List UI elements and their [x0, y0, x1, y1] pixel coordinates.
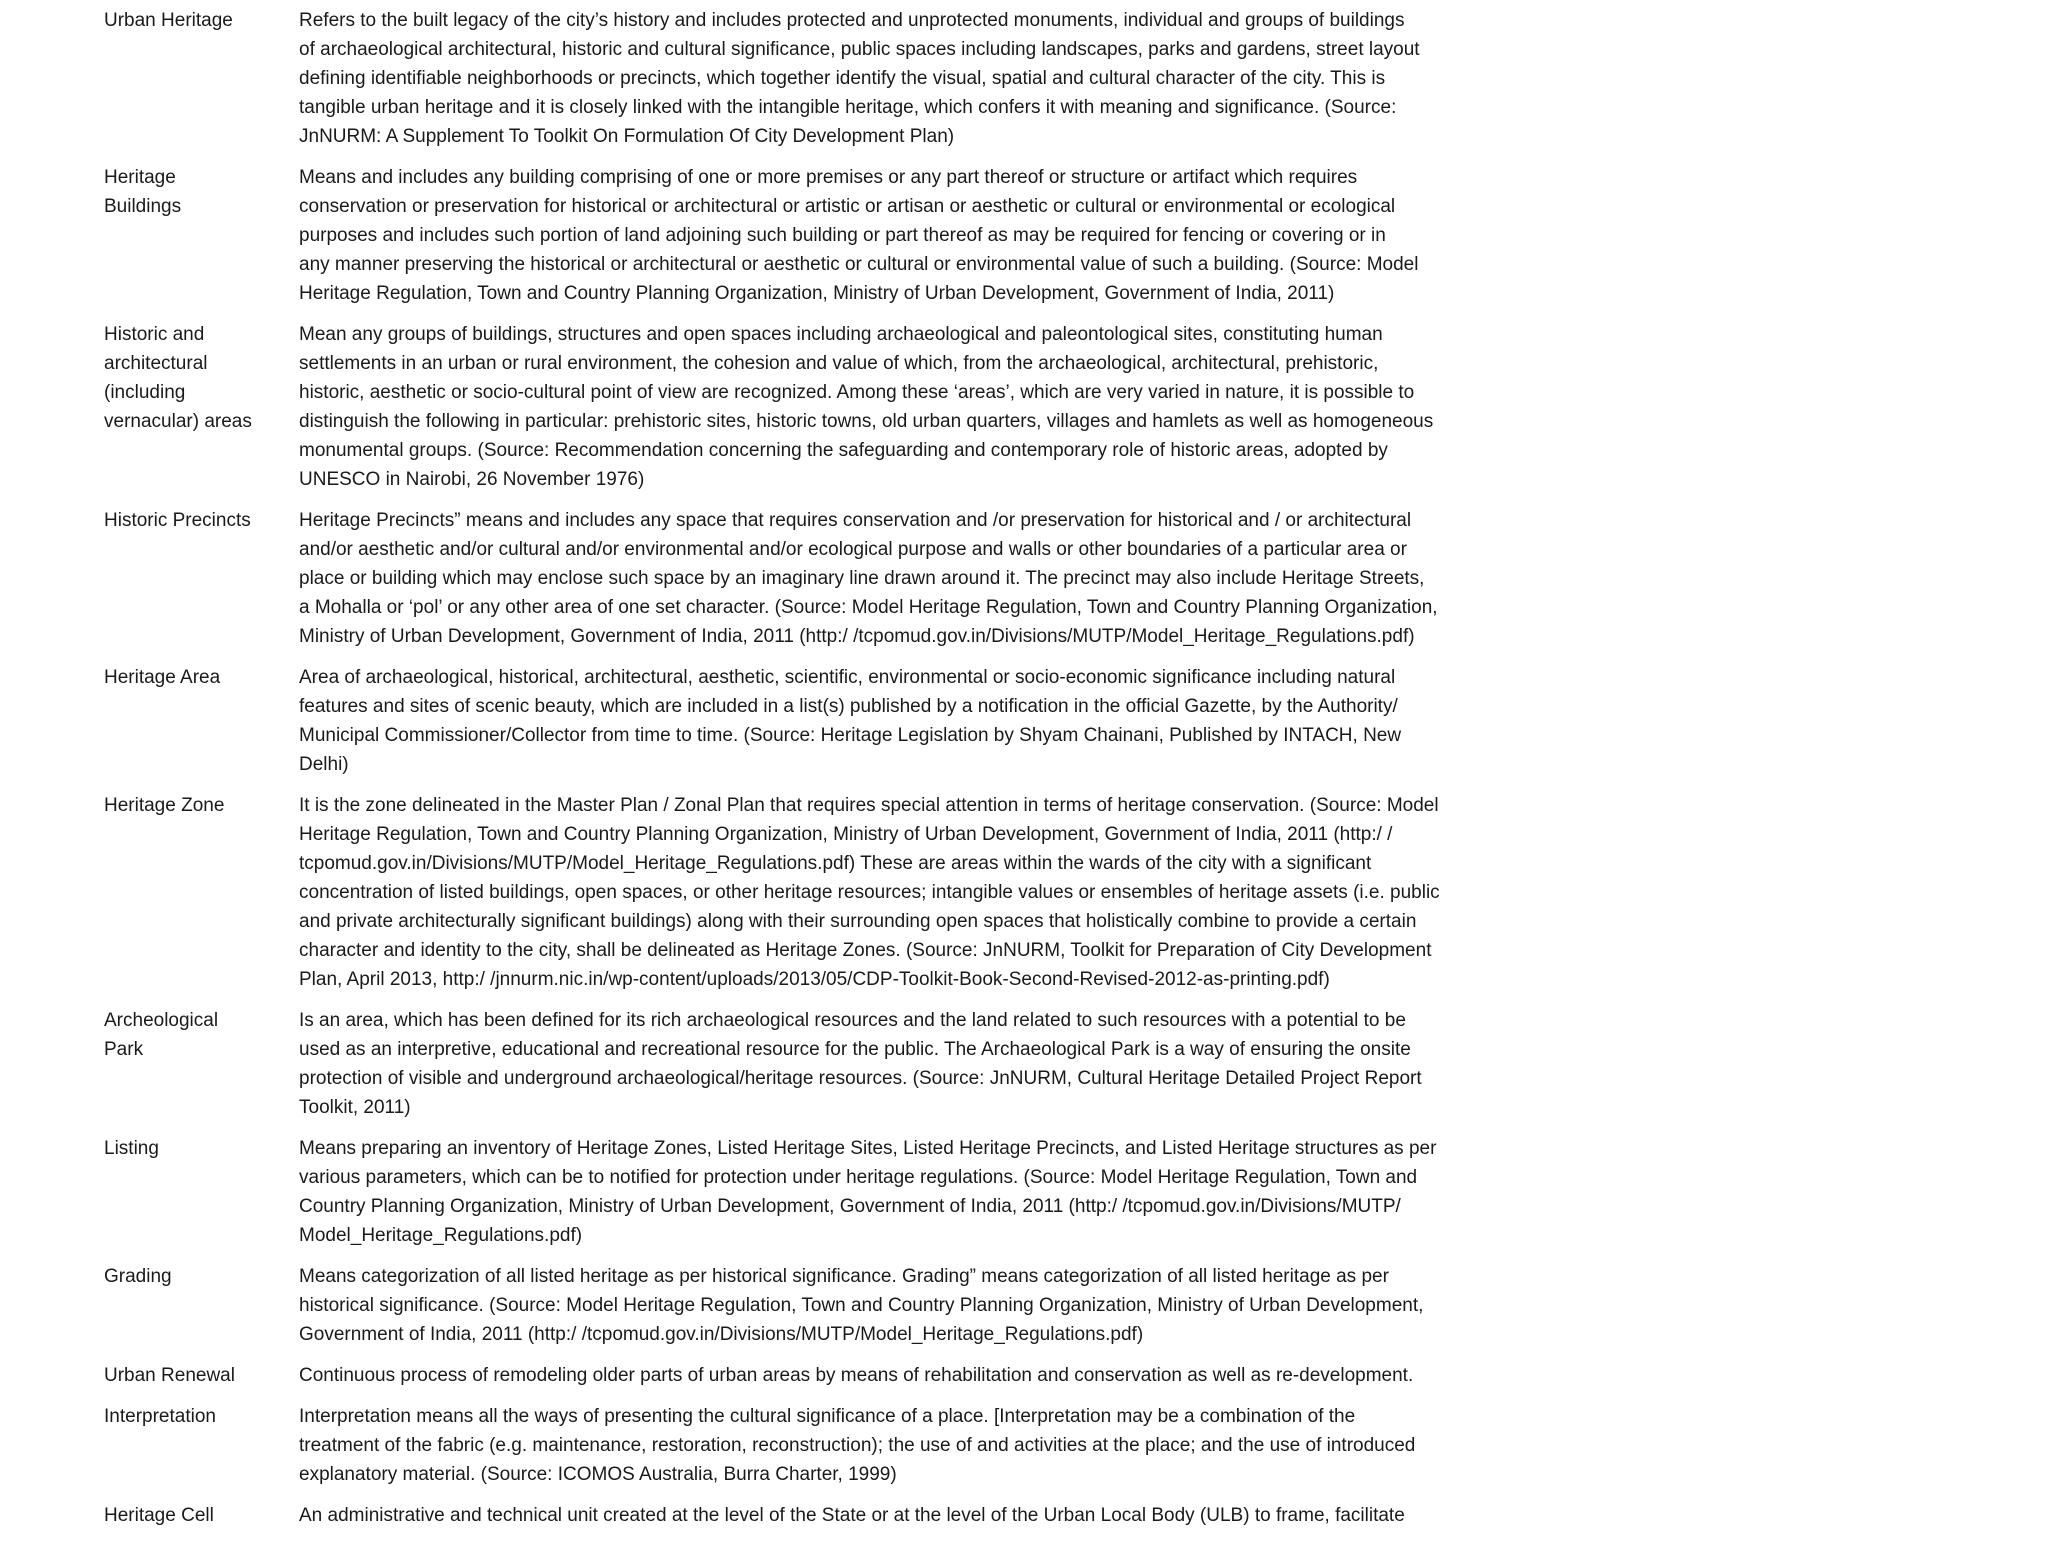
glossary-entry-heritage-buildings [104, 163, 1544, 308]
glossary-term: Historic and architectural (including vernacular) areas [104, 324, 252, 432]
glossary-table [104, 6, 1544, 1542]
glossary-term: Urban Heritage [104, 10, 233, 31]
glossary-entry-urban-renewal [104, 1361, 1544, 1390]
glossary-term: Heritage Buildings [104, 167, 182, 217]
glossary-definition: Heritage Precincts” means and includes any space that requires conservation and /or preservation for historical and / or architectural and/or aesthetic and/or cultural and/or environmental and/or ecological purpose and walls or other boundaries of a particular area or place or building which may enclose such space by an imaginary line drawn around it. The precinct may also include Heritage Streets, a Mohalla or ‘pol’ or any other area of one set character. (Source: Model Heritage Regulation, Town and Country Planning Organization, Ministry of Urban Development, Government of India, 2011 (http:/ /tcpomud.gov.in/Divisions/MUTP/Model_Heritage_Regulations.pdf) [299, 510, 1438, 647]
glossary-term: Urban Renewal [104, 1365, 235, 1386]
glossary-term: Historic Precincts [104, 510, 251, 531]
glossary-definition: Continuous process of remodeling older parts of urban areas by means of rehabilitation and conservation as well as re-development. [299, 1365, 1414, 1386]
glossary-definition: Interpretation means all the ways of presenting the cultural significance of a place. [Interpretation may be a combination of the treatment of the fabric (e.g. maintenance, restoration, reconstruction); the use of and activities at the place; and the use of introduced explanatory material. (Source: ICOMOS Australia, Burra Charter, 1999) [299, 1406, 1416, 1485]
glossary-entry-heritage-area [104, 663, 1544, 779]
glossary-definition: Mean any groups of buildings, structures and open spaces including archaeological and paleontological sites, constituting human settlements in an urban or rural environment, the cohesion and value of which, from the archaeological, architectural, prehistoric, historic, aesthetic or socio-cultural point of view are recognized. Among these ‘areas’, which are very varied in nature, it is possible to distinguish the following in particular: prehistoric sites, historic towns, old urban quarters, villages and hamlets as well as homogeneous monumental groups. (Source: Recommendation concerning the safeguarding and contemporary role of historic areas, adopted by UNESCO in Nairobi, 26 November 1976) [299, 324, 1434, 490]
glossary-definition: Refers to the built legacy of the city’s history and includes protected and unprotected monuments, individual and groups of buildings of archaeological architectural, historic and cultural significance, public spaces including landscapes, parks and gardens, street layout defining identifiable neighborhoods or precincts, which together identify the visual, spatial and cultural character of the city. This is tangible urban heritage and it is closely linked with the intangible heritage, which confers it with meaning and significance. (Source: JnNURM: A Supplement To Toolkit On Formulation Of City Development Plan) [299, 10, 1420, 147]
glossary-definition: It is the zone delineated in the Master Plan / Zonal Plan that requires special attention in terms of heritage conservation. (Source: Model Heritage Regulation, Town and Country Planning Organization, Ministry of Urban Development, Government of India, 2011 (http:/ / tcpomud.gov.in/Divisions/MUTP/Model_Heritage_Regulations.pdf) These are areas within the wards of the city with a significant concentration of listed buildings, open spaces, or other heritage resources; intangible values or ensembles of heritage assets (i.e. public and private architecturally significant buildings) along with their surrounding open spaces that holistically combine to provide a certain character and identity to the city, shall be delineated as Heritage Zones. (Source: JnNURM, Toolkit for Preparation of City Development Plan, April 2013, http:/ /jnnurm.nic.in/wp-content/uploads/2013/05/CDP-Toolkit-Book-Second-Revised-2012-as-printing.pdf) [299, 795, 1440, 990]
glossary-entry-grading [104, 1262, 1544, 1349]
glossary-definition: Is an area, which has been defined for its rich archaeological resources and the land related to such resources with a potential to be used as an interpretive, educational and recreational resource for the public. The Archaeological Park is a way of ensuring the onsite protection of visible and underground archaeological/heritage resources. (Source: JnNURM, Cultural Heritage Detailed Project Report Toolkit, 2011) [299, 1010, 1422, 1118]
glossary-entry-historic-architectural-areas [104, 320, 1544, 494]
glossary-term: Interpretation [104, 1406, 216, 1427]
glossary-term: Listing [104, 1138, 159, 1159]
glossary-definition: Means preparing an inventory of Heritage Zones, Listed Heritage Sites, Listed Heritage Precincts, and Listed Heritage structures as per various parameters, which can be to notified for protection under heritage regulations. (Source: Model Heritage Regulation, Town and Country Planning Organization, Ministry of Urban Development, Government of India, 2011 (http:/ /tcpomud.gov.in/Divisions/MUTP/ Model_Heritage_Regulations.pdf) [299, 1138, 1437, 1246]
glossary-entry-urban-heritage [104, 6, 1544, 151]
glossary-term: Heritage Cell [104, 1505, 214, 1526]
glossary-term: Heritage Zone [104, 795, 225, 816]
glossary-definition: Means and includes any building comprising of one or more premises or any part thereof or structure or artifact which requires conservation or preservation for historical or architectural or artistic or artisan or aesthetic or cultural or environmental or ecological purposes and includes such portion of land adjoining such building or part thereof as may be required for fencing or covering or in any manner preserving the historical or architectural or aesthetic or cultural or environmental value of such a building. (Source: Model Heritage Regulation, Town and Country Planning Organization, Ministry of Urban Development, Government of India, 2011) [299, 167, 1419, 304]
glossary-definition: Means categorization of all listed heritage as per historical significance. Grading” means categorization of all listed heritage as per historical significance. (Source: Model Heritage Regulation, Town and Country Planning Organization, Ministry of Urban Development, Government of India, 2011 (http:/ /tcpomud.gov.in/Divisions/MUTP/Model_Heritage_Regulations.pdf) [299, 1266, 1424, 1345]
glossary-entry-heritage-zone [104, 791, 1544, 994]
glossary-entry-listing [104, 1134, 1544, 1250]
glossary-term: Grading [104, 1266, 172, 1287]
glossary-entry-heritage-cell [104, 1501, 1544, 1530]
glossary-definition: An administrative and technical unit created at the level of the State or at the level of the Urban Local Body (ULB) to frame, facilitate [299, 1505, 1405, 1526]
glossary-entry-interpretation [104, 1402, 1544, 1489]
glossary-term: Archeological Park [104, 1010, 219, 1060]
glossary-definition: Area of archaeological, historical, architectural, aesthetic, scientific, environmental or socio-economic significance including natural features and sites of scenic beauty, which are included in a list(s) published by a notification in the official Gazette, by the Authority/ Municipal Commissioner/Collector from time to time. (Source: Heritage Legislation by Shyam Chainani, Published by INTACH, New Delhi) [299, 667, 1402, 775]
glossary-entry-historic-precincts [104, 506, 1544, 651]
glossary-entry-archeological-park [104, 1006, 1544, 1122]
glossary-term: Heritage Area [104, 667, 221, 688]
